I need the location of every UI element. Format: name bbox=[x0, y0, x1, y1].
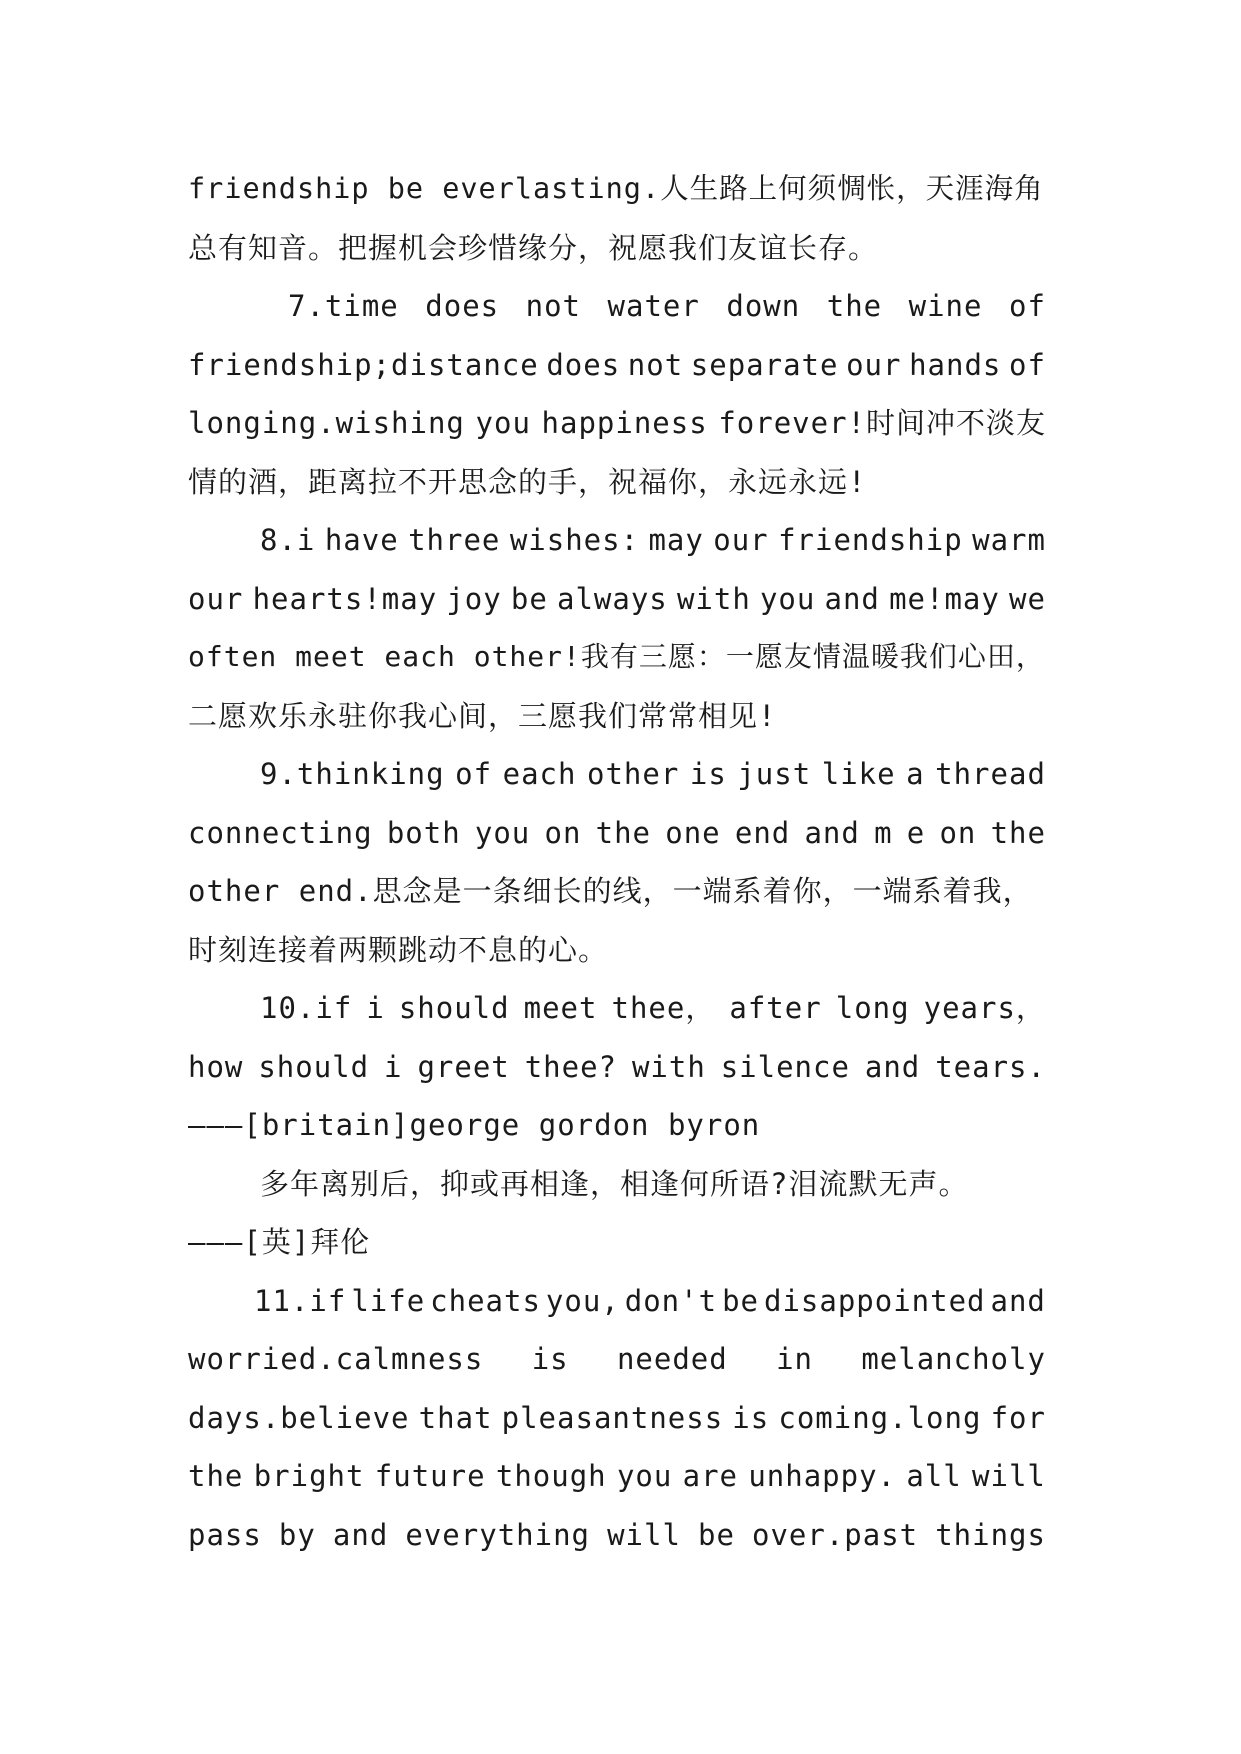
word: i bbox=[366, 991, 385, 1025]
word: you bbox=[474, 815, 531, 850]
text-line bbox=[188, 687, 1046, 746]
word: needed bbox=[616, 1342, 728, 1376]
text-line bbox=[188, 1096, 1046, 1155]
word: have bbox=[324, 523, 399, 557]
line-text: other end.思念是一条细长的线，一端系着你，一端系着我， bbox=[188, 874, 1033, 908]
line-text: 情的酒，距离拉不开思念的手，祝福你，永远永远! bbox=[188, 464, 867, 499]
word: of bbox=[1009, 289, 1046, 323]
word: thee? bbox=[524, 1049, 617, 1084]
word: the bbox=[826, 289, 883, 323]
word: though bbox=[495, 1459, 607, 1493]
text-line bbox=[188, 921, 1046, 980]
word: and bbox=[990, 1283, 1046, 1318]
document-body bbox=[188, 160, 1046, 1564]
word: will bbox=[607, 1517, 681, 1552]
word: thee， bbox=[611, 991, 716, 1025]
word: hearts!may bbox=[252, 581, 438, 616]
text-line bbox=[188, 1272, 1046, 1331]
word: with bbox=[676, 581, 751, 616]
word: and bbox=[804, 815, 860, 850]
word: a bbox=[906, 757, 925, 791]
word: in bbox=[776, 1342, 813, 1376]
word: for bbox=[990, 1400, 1046, 1435]
text-line bbox=[188, 1447, 1046, 1506]
text-line bbox=[188, 1330, 1046, 1389]
word: is bbox=[732, 1400, 770, 1435]
word: with bbox=[631, 1049, 706, 1084]
word: does bbox=[546, 347, 621, 382]
word: be bbox=[698, 1517, 735, 1552]
word: and bbox=[824, 581, 880, 616]
word: each bbox=[502, 757, 577, 791]
word: you bbox=[475, 406, 531, 440]
line-text: often meet each other!我有三愿：一愿友情温暖我们心田， bbox=[188, 640, 1045, 673]
word: should bbox=[258, 1049, 370, 1084]
word: other bbox=[587, 757, 680, 791]
text-line bbox=[188, 219, 1046, 278]
word: don't bbox=[624, 1283, 718, 1318]
word: may bbox=[648, 523, 704, 557]
text-line bbox=[188, 394, 1046, 453]
word: our bbox=[713, 523, 769, 557]
word: meet bbox=[523, 991, 598, 1025]
word: water bbox=[607, 289, 700, 323]
word: tears. bbox=[935, 1049, 1046, 1084]
word: unhappy. bbox=[748, 1459, 897, 1493]
word: all bbox=[906, 1459, 962, 1493]
word: life bbox=[351, 1283, 426, 1318]
word: you bbox=[759, 581, 816, 616]
word: happiness bbox=[541, 406, 708, 440]
word: warm bbox=[972, 523, 1046, 557]
text-line bbox=[188, 804, 1046, 863]
word: forever!时间冲不淡友 bbox=[718, 406, 1046, 440]
word: 11.if bbox=[254, 1283, 347, 1318]
text-line bbox=[188, 745, 1046, 804]
text-line bbox=[188, 570, 1046, 629]
word: and bbox=[864, 1049, 921, 1084]
word: does bbox=[425, 289, 500, 323]
word: of bbox=[1009, 347, 1046, 382]
word: end bbox=[734, 815, 791, 850]
text-line bbox=[188, 979, 1046, 1038]
word: after bbox=[729, 991, 822, 1025]
word: the bbox=[990, 815, 1046, 850]
word: hands bbox=[909, 347, 1002, 382]
word: always bbox=[557, 581, 668, 616]
word: pleasantness bbox=[501, 1400, 724, 1435]
word: be bbox=[510, 581, 548, 616]
text-line bbox=[188, 628, 1046, 687]
word: things bbox=[935, 1517, 1046, 1552]
word: friendship;distance bbox=[188, 347, 539, 382]
word: disappointed bbox=[764, 1283, 986, 1318]
word: you bbox=[616, 1459, 673, 1493]
word: by bbox=[278, 1517, 316, 1552]
word: of bbox=[455, 757, 493, 791]
word: m bbox=[874, 815, 893, 850]
word: should bbox=[398, 991, 510, 1025]
text-line bbox=[188, 1038, 1046, 1097]
line-text: 二愿欢乐永驻你我心间，三愿我们常常相见! bbox=[188, 698, 777, 733]
line-text: 总有知音。把握机会珍惜缘分，祝愿我们友谊长存。 bbox=[188, 230, 879, 265]
word: joy bbox=[446, 581, 502, 616]
word: down bbox=[726, 289, 801, 323]
word: cheats bbox=[430, 1283, 541, 1318]
word: 10.if bbox=[260, 991, 353, 1025]
word: not bbox=[627, 347, 684, 382]
word: thread bbox=[935, 757, 1046, 791]
word: not bbox=[525, 289, 582, 323]
word: both bbox=[386, 815, 461, 850]
word: pass bbox=[188, 1517, 262, 1552]
text-line bbox=[188, 1389, 1046, 1448]
word: greet bbox=[417, 1049, 510, 1084]
word: will bbox=[972, 1459, 1046, 1493]
line-text: ———[britain]george gordon byron bbox=[188, 1108, 761, 1142]
word: e bbox=[906, 815, 926, 850]
word: separate bbox=[690, 347, 839, 382]
word: everything bbox=[405, 1517, 590, 1552]
word: like bbox=[821, 757, 896, 791]
text-line bbox=[188, 862, 1046, 921]
word: long bbox=[835, 991, 910, 1025]
word: silence bbox=[720, 1049, 850, 1084]
word: worried.calmness bbox=[188, 1342, 484, 1376]
word: and bbox=[332, 1517, 389, 1552]
text-line bbox=[188, 1155, 1046, 1214]
word: our bbox=[188, 581, 244, 616]
word: is bbox=[531, 1342, 569, 1376]
line-text: ———[英]拜伦 bbox=[188, 1225, 371, 1259]
word: wishes: bbox=[509, 523, 640, 557]
word: wine bbox=[908, 289, 983, 323]
word: that bbox=[418, 1400, 493, 1435]
word: 9.thinking bbox=[260, 757, 445, 791]
word: how bbox=[188, 1049, 244, 1084]
word: is bbox=[689, 757, 727, 791]
text-line bbox=[188, 160, 1046, 219]
line-text: friendship be everlasting.人生路上何须惆怅，天涯海角 bbox=[188, 172, 1044, 205]
word: three bbox=[408, 523, 501, 557]
word: 8.i bbox=[260, 523, 316, 557]
word: future bbox=[374, 1459, 486, 1493]
text-line bbox=[188, 511, 1046, 570]
word: on bbox=[939, 815, 977, 850]
word: melancholy bbox=[861, 1342, 1046, 1376]
line-text: 多年离别后，抑或再相逢，相逢何所语?泪流默无声。 bbox=[260, 1166, 969, 1201]
line-text: 时刻连接着两颗跳动不息的心。 bbox=[188, 932, 609, 967]
word: years， bbox=[923, 991, 1046, 1025]
word: are bbox=[682, 1459, 739, 1493]
word: you, bbox=[545, 1283, 620, 1318]
word: we bbox=[1009, 581, 1046, 616]
word: 7.time bbox=[288, 289, 399, 323]
word: days.believe bbox=[188, 1400, 410, 1435]
word: friendship bbox=[778, 523, 963, 557]
word: the bbox=[595, 815, 652, 850]
word: on bbox=[544, 815, 582, 850]
word: the bbox=[188, 1459, 244, 1493]
word: over.past bbox=[752, 1517, 919, 1552]
word: me!may bbox=[889, 581, 1000, 616]
text-line bbox=[188, 1213, 1046, 1272]
word: longing.wishing bbox=[188, 406, 465, 440]
text-line bbox=[188, 277, 1046, 336]
word: just bbox=[737, 757, 812, 791]
word: our bbox=[846, 347, 902, 382]
word: be bbox=[722, 1283, 759, 1318]
text-line bbox=[188, 453, 1046, 512]
word: i bbox=[384, 1049, 403, 1084]
word: coming.long bbox=[778, 1400, 982, 1435]
text-line bbox=[188, 1506, 1046, 1565]
word: connecting bbox=[188, 815, 373, 850]
text-line bbox=[188, 336, 1046, 395]
word: one bbox=[665, 815, 721, 850]
word: bright bbox=[253, 1459, 365, 1493]
